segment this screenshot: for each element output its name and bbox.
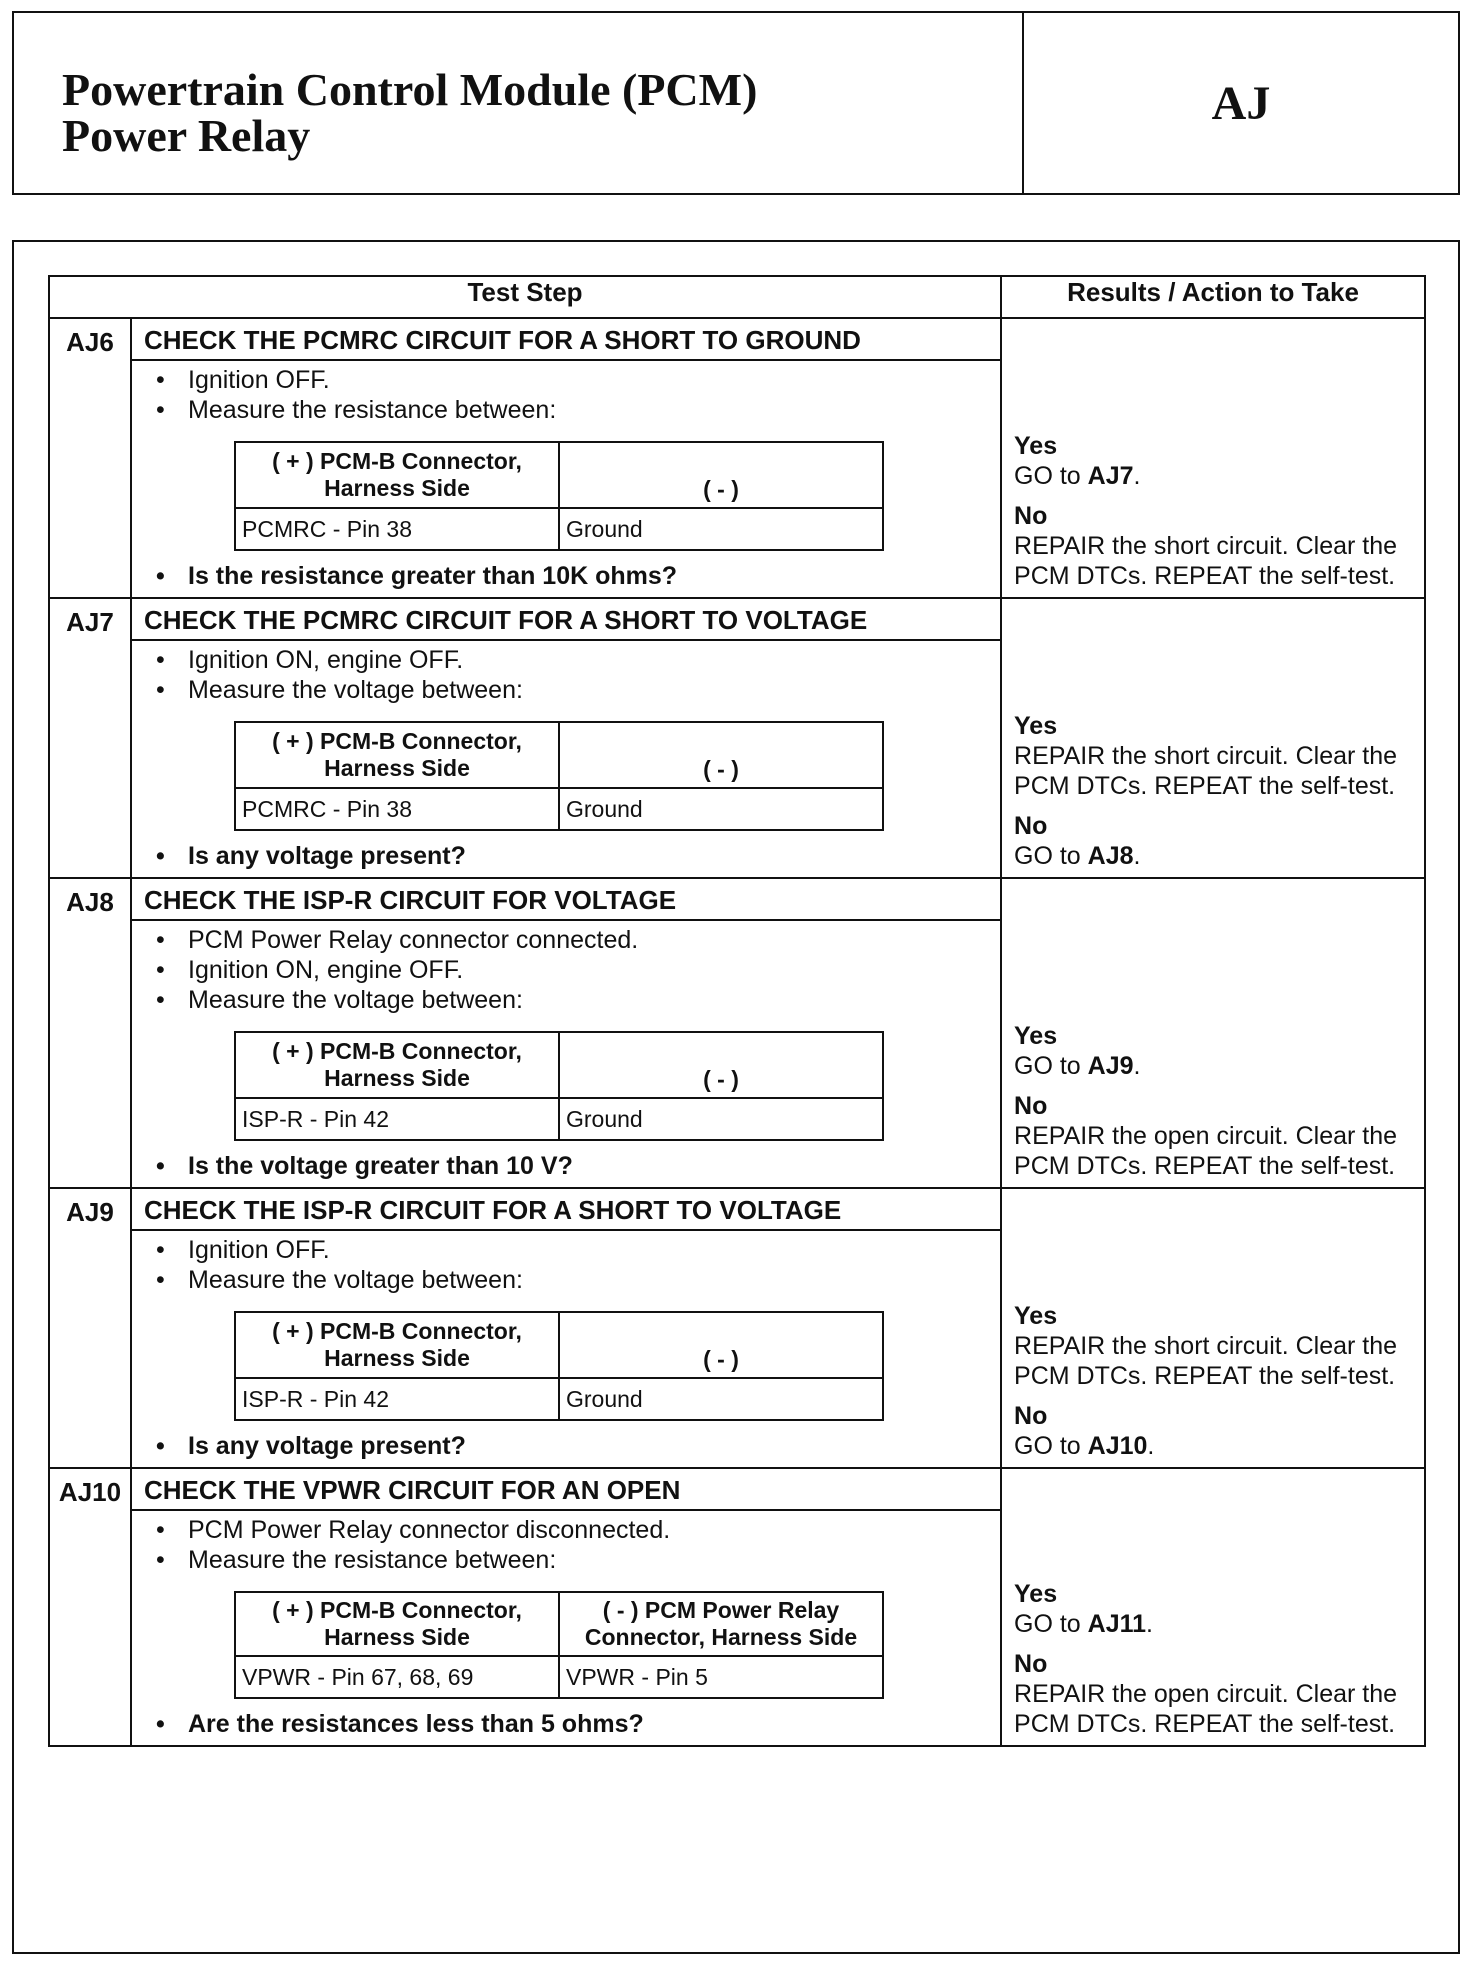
no-action-text: GO to (1014, 1432, 1081, 1460)
yes-step-ref: AJ9 (1087, 1052, 1134, 1080)
meas-positive-value: PCMRC - Pin 38 (235, 788, 559, 830)
yes-action-text: REPAIR the short circuit. Clear the PCM DTCs. REPEAT the self-test. (1014, 1332, 1398, 1390)
meas-positive-value: VPWR - Pin 67, 68, 69 (235, 1656, 559, 1698)
step-question: • Is any voltage present? (132, 841, 1000, 871)
meas-positive-header: ( + ) PCM-B Connector, Harness Side (235, 1032, 559, 1098)
no-label: No (1014, 1092, 1048, 1120)
meas-negative-value: Ground (559, 788, 883, 830)
measurement-header-row (235, 1592, 883, 1656)
step-title-row (49, 1188, 1425, 1230)
measurement-header-row (235, 442, 883, 508)
meas-positive-header: ( + ) PCM-B Connector, Harness Side (235, 1312, 559, 1378)
instruction-list (132, 925, 1000, 1015)
no-action-text: REPAIR the short circuit. Clear the PCM DTCs. REPEAT the self-test. (1014, 532, 1398, 590)
yes-action: GO to AJ7. (1014, 462, 1141, 490)
meas-positive-header: ( + ) PCM-B Connector, Harness Side (235, 1592, 559, 1656)
instruction-item: • Measure the resistance between: (152, 1545, 1000, 1575)
no-action (1014, 531, 1412, 591)
step-code: AJ6 (49, 318, 131, 598)
no-action: GO to AJ8. (1014, 842, 1141, 870)
step-question: • Is the resistance greater than 10K ohms? (132, 561, 1000, 591)
step-result (1001, 598, 1425, 878)
no-action (1014, 1679, 1412, 1739)
step-result (1001, 878, 1425, 1188)
instruction-item: • Ignition ON, engine OFF. (152, 955, 1000, 985)
step-code: AJ10 (49, 1468, 131, 1746)
measurement-value-row (235, 1098, 883, 1140)
measurement-value-row (235, 508, 883, 550)
steps-body (49, 318, 1425, 1746)
step-result (1001, 1188, 1425, 1468)
measurement-header-row (235, 1032, 883, 1098)
step-title-row (49, 1468, 1425, 1510)
step-title-row (49, 598, 1425, 640)
instruction-item: • Ignition OFF. (152, 365, 1000, 395)
no-action-text: GO to (1014, 842, 1081, 870)
header-title-box (14, 13, 1024, 193)
instruction-item: • Measure the voltage between: (152, 675, 1000, 705)
meas-negative-value: Ground (559, 1098, 883, 1140)
yes-action-text: REPAIR the short circuit. Clear the PCM DTCs. REPEAT the self-test. (1014, 742, 1398, 800)
step-result (1001, 318, 1425, 598)
meas-negative-value: Ground (559, 508, 883, 550)
table-header-row (49, 276, 1425, 318)
step-title-row (49, 318, 1425, 360)
step-question: • Is any voltage present? (132, 1431, 1000, 1461)
yes-step-ref: AJ11 (1087, 1610, 1147, 1638)
page-title-line1: Powertrain Control Module (PCM) (62, 64, 758, 115)
meas-positive-value: ISP-R - Pin 42 (235, 1098, 559, 1140)
step-title: CHECK THE PCMRC CIRCUIT FOR A SHORT TO VOLTAGE (131, 598, 1001, 640)
instruction-item: • Ignition OFF. (152, 1235, 1000, 1265)
yes-action: GO to AJ9. (1014, 1052, 1141, 1080)
step-question: • Is the voltage greater than 10 V? (132, 1151, 1000, 1181)
meas-negative-header: ( - ) (559, 1312, 883, 1378)
step-code: AJ8 (49, 878, 131, 1188)
no-action-text: REPAIR the open circuit. Clear the PCM DTCs. REPEAT the self-test. (1014, 1122, 1398, 1180)
step-instructions (131, 360, 1001, 598)
instruction-list (132, 1515, 1000, 1575)
yes-label: Yes (1014, 1302, 1058, 1330)
measurement-table (234, 1591, 884, 1699)
no-step-ref: AJ10 (1087, 1432, 1148, 1460)
no-label: No (1014, 502, 1048, 530)
col-header-test-step: Test Step (49, 276, 1001, 318)
no-action-text: REPAIR the open circuit. Clear the PCM DTCs. REPEAT the self-test. (1014, 1680, 1398, 1738)
meas-negative-value: VPWR - Pin 5 (559, 1656, 883, 1698)
page-title-line2: Power Relay (62, 110, 311, 161)
instruction-item: • Ignition ON, engine OFF. (152, 645, 1000, 675)
instruction-list (132, 1235, 1000, 1295)
instruction-item: • Measure the voltage between: (152, 1265, 1000, 1295)
measurement-table (234, 721, 884, 831)
meas-negative-value: Ground (559, 1378, 883, 1420)
measurement-table (234, 1031, 884, 1141)
meas-negative-header: ( - ) (559, 1032, 883, 1098)
section-code: AJ (1211, 76, 1271, 130)
meas-negative-header: ( - ) PCM Power Relay Connector, Harness Side (559, 1592, 883, 1656)
no-step-ref: AJ8 (1087, 842, 1134, 870)
meas-positive-header: ( + ) PCM-B Connector, Harness Side (235, 442, 559, 508)
yes-label: Yes (1014, 1580, 1058, 1608)
no-label: No (1014, 1402, 1048, 1430)
step-code: AJ7 (49, 598, 131, 878)
step-title: CHECK THE PCMRC CIRCUIT FOR A SHORT TO GROUND (131, 318, 1001, 360)
step-title: CHECK THE VPWR CIRCUIT FOR AN OPEN (131, 1468, 1001, 1510)
meas-positive-value: PCMRC - Pin 38 (235, 508, 559, 550)
yes-step-ref: AJ7 (1087, 462, 1134, 490)
measurement-value-row (235, 1378, 883, 1420)
yes-label: Yes (1014, 712, 1058, 740)
step-instructions (131, 1230, 1001, 1468)
yes-action: GO to AJ11. (1014, 1610, 1153, 1638)
meas-negative-header: ( - ) (559, 722, 883, 788)
col-header-results: Results / Action to Take (1001, 276, 1425, 318)
instruction-item: • Measure the resistance between: (152, 395, 1000, 425)
yes-action-text: GO to (1014, 462, 1081, 490)
no-action (1014, 1121, 1412, 1181)
step-instructions (131, 640, 1001, 878)
measurement-value-row (235, 1656, 883, 1698)
yes-action (1014, 1331, 1412, 1391)
test-step-table (48, 275, 1426, 1747)
no-label: No (1014, 1650, 1048, 1678)
no-label: No (1014, 812, 1048, 840)
meas-positive-value: ISP-R - Pin 42 (235, 1378, 559, 1420)
step-title-row (49, 878, 1425, 920)
step-title: CHECK THE ISP-R CIRCUIT FOR VOLTAGE (131, 878, 1001, 920)
meas-positive-header: ( + ) PCM-B Connector, Harness Side (235, 722, 559, 788)
yes-action-text: GO to (1014, 1052, 1081, 1080)
step-instructions (131, 1510, 1001, 1746)
step-question: • Are the resistances less than 5 ohms? (132, 1709, 1000, 1739)
measurement-value-row (235, 788, 883, 830)
yes-label: Yes (1014, 1022, 1058, 1050)
no-action: GO to AJ10. (1014, 1432, 1155, 1460)
yes-action (1014, 741, 1412, 801)
step-result (1001, 1468, 1425, 1746)
step-instructions (131, 920, 1001, 1188)
yes-label: Yes (1014, 432, 1058, 460)
measurement-table (234, 1311, 884, 1421)
measurement-header-row (235, 722, 883, 788)
measurement-header-row (235, 1312, 883, 1378)
instruction-item: • PCM Power Relay connector connected. (152, 925, 1000, 955)
instruction-item: • Measure the voltage between: (152, 985, 1000, 1015)
instruction-list (132, 365, 1000, 425)
page-header (12, 11, 1460, 195)
step-title: CHECK THE ISP-R CIRCUIT FOR A SHORT TO VOLTAGE (131, 1188, 1001, 1230)
instruction-list (132, 645, 1000, 705)
instruction-item: • PCM Power Relay connector disconnected. (152, 1515, 1000, 1545)
step-code: AJ9 (49, 1188, 131, 1468)
yes-action-text: GO to (1014, 1610, 1081, 1638)
measurement-table (234, 441, 884, 551)
meas-negative-header: ( - ) (559, 442, 883, 508)
